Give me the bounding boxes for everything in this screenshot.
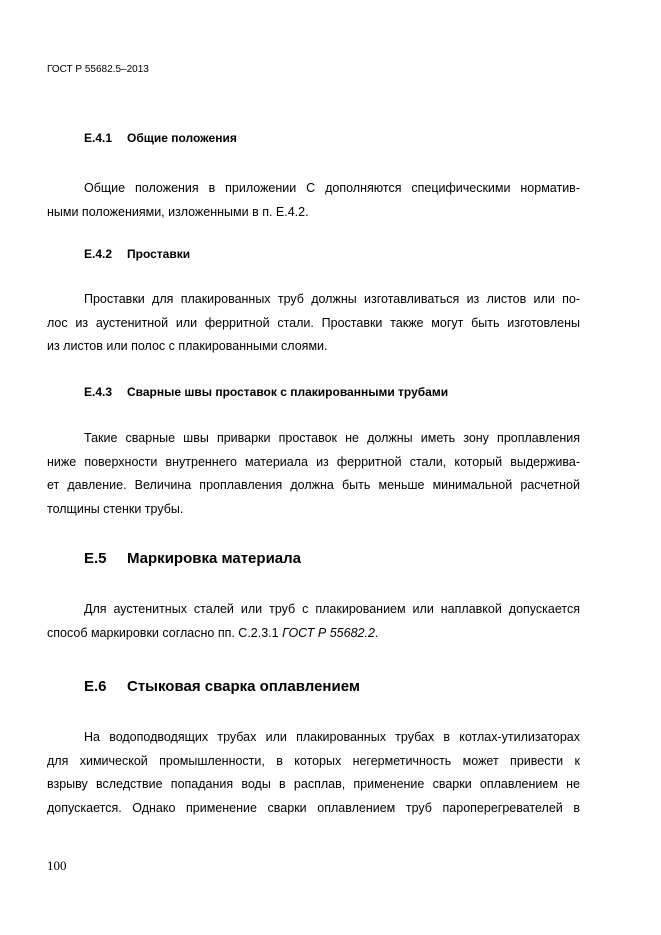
paragraph-line: ными положениями, изложенными в п. Е.4.2. [47, 204, 309, 219]
paragraph-line: Для аустенитных сталей или труб с плакированием или наплавкой допускается [84, 602, 580, 616]
paragraph-line: взрыву вследствие попадания воды в расплав, применение сварки оплавлением не [47, 777, 580, 791]
section-number: Е.4.1 [84, 131, 113, 145]
paragraph-line: из листов или полос с плакированными слоями. [47, 339, 328, 353]
paragraph-e5 [47, 598, 580, 645]
paragraph-e43 [47, 427, 580, 521]
paragraph-line: ниже поверхности внутреннего материала из ферритной стали, который выдержива- [47, 454, 580, 469]
section-title: Маркировка материала [127, 550, 302, 567]
standard-header: ГОСТ Р 55682.5–2013 [47, 64, 149, 75]
section-number: Е.5 [84, 550, 107, 567]
paragraph-line: ет давление. Величина проплавления должна быть меньше минимальной расчетной [47, 478, 580, 492]
section-title: Стыковая сварка оплавлением [127, 678, 360, 695]
section-heading-e5 [84, 550, 301, 567]
paragraph-line: На водоподводящих трубах или плакированных трубах в котлах-утилизаторах [84, 730, 580, 744]
paragraph-line: Общие положения в приложении С дополняются специфическими норматив- [84, 181, 580, 195]
section-number: Е.4.2 [84, 247, 113, 261]
paragraph-line: для химической промышленности, в которых негерметичность может привести к [47, 753, 580, 768]
section-heading-e43 [84, 385, 448, 399]
page-number: 100 [47, 858, 67, 873]
reference-suffix: . [374, 625, 379, 640]
section-title: Сварные швы проставок с плакированными трубами [127, 385, 449, 399]
paragraph-line: Такие сварные швы приварки проставок не должны иметь зону проплавления [84, 431, 580, 445]
section-heading-e42 [84, 247, 190, 261]
paragraph-line [47, 622, 580, 646]
section-title: Общие положения [127, 131, 237, 145]
paragraph-e42 [47, 288, 580, 359]
paragraph-line: допускается. Однако применение сварки оплавлением труб пароперегревателей в [47, 800, 580, 815]
reference-prefix: способ маркировки согласно пп. С.2.3.1 [47, 625, 283, 640]
paragraph-e41 [47, 177, 580, 224]
paragraph-line: Проставки для плакированных труб должны изготавливаться из листов или по- [84, 292, 580, 306]
paragraph-line: лос из аустенитной или ферритной стали. Проставки также могут быть изготовлены [47, 315, 580, 330]
paragraph-line: толщины стенки трубы. [47, 501, 184, 516]
section-heading-e6 [84, 678, 360, 695]
section-heading-e41 [84, 131, 237, 145]
section-number: Е.4.3 [84, 385, 113, 399]
section-title: Проставки [127, 247, 191, 261]
section-number: Е.6 [84, 678, 107, 695]
paragraph-e6 [47, 726, 580, 820]
standard-reference: ГОСТ Р 55682.2 [282, 625, 375, 640]
